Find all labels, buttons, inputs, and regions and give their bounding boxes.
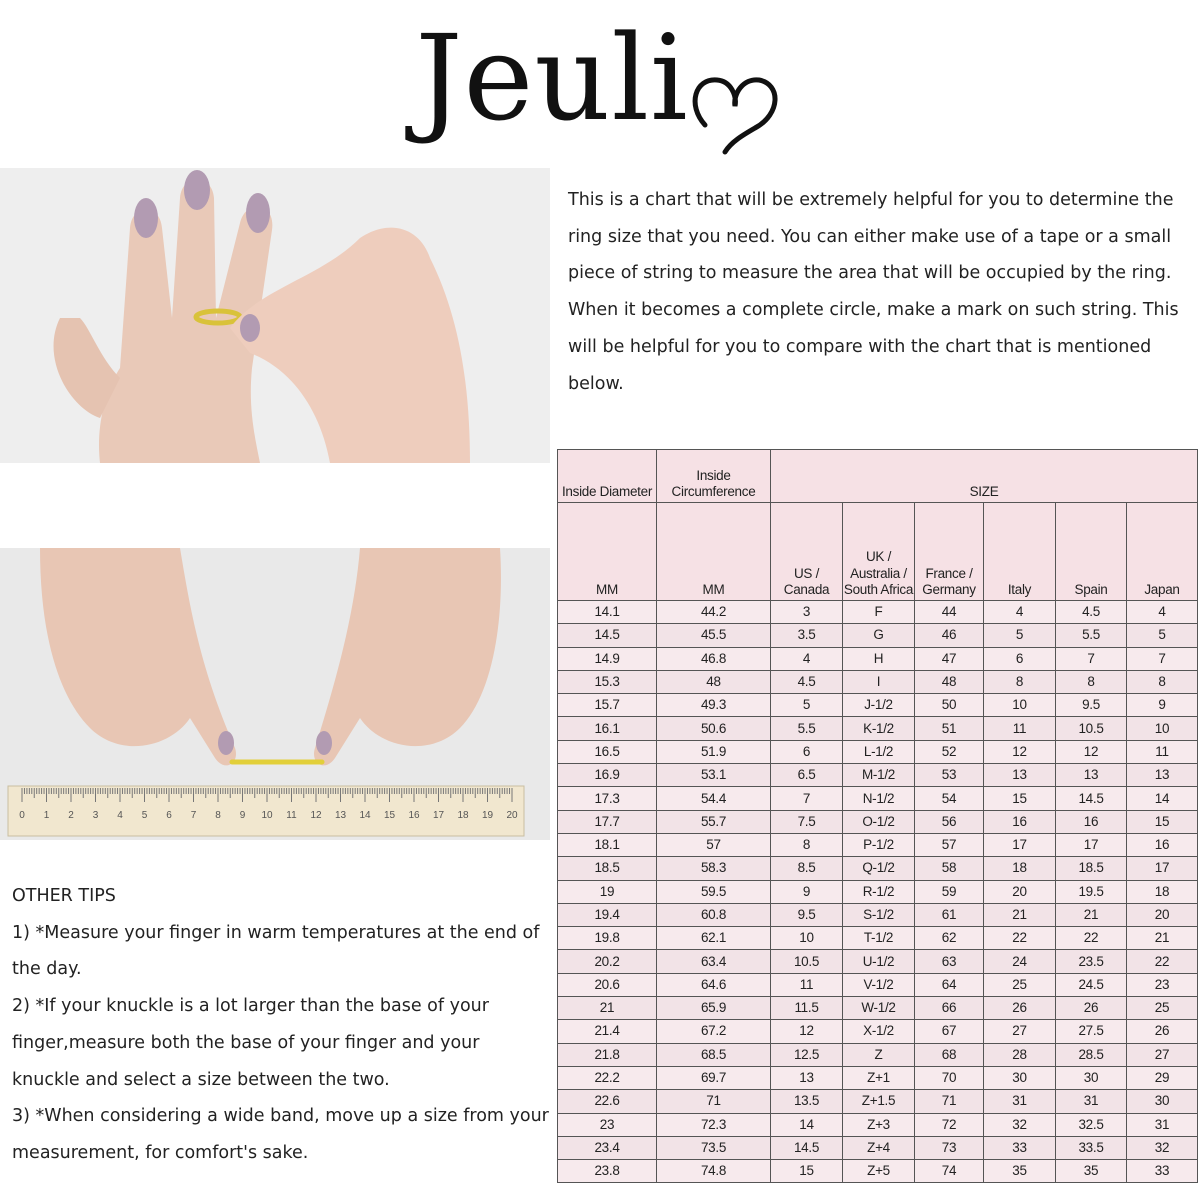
ruler-label: 8: [215, 810, 221, 821]
table-cell: 11: [1127, 740, 1198, 763]
table-cell: 5: [771, 694, 843, 717]
table-cell: 45.5: [657, 624, 771, 647]
table-cell: 49.3: [657, 694, 771, 717]
table-cell: 25: [1127, 997, 1198, 1020]
table-cell: 21: [984, 903, 1056, 926]
table-row: [558, 903, 1198, 926]
table-cell: 21.4: [558, 1020, 657, 1043]
ruler-label: 1: [43, 810, 50, 821]
table-cell: I: [843, 670, 915, 693]
table-cell: 22: [1056, 927, 1127, 950]
table-cell: 44: [915, 601, 984, 624]
table-cell: 19.5: [1056, 880, 1127, 903]
table-cell: 18.5: [1056, 857, 1127, 880]
table-cell: 60.8: [657, 903, 771, 926]
table-cell: 13: [984, 764, 1056, 787]
table-cell: 13.5: [771, 1090, 843, 1113]
table-cell: 14: [771, 1113, 843, 1136]
table-cell: 5: [984, 624, 1056, 647]
table-cell: 3.5: [771, 624, 843, 647]
table-cell: 50.6: [657, 717, 771, 740]
table-cell: 17.3: [558, 787, 657, 810]
table-cell: N-1/2: [843, 787, 915, 810]
table-cell: 14.5: [1056, 787, 1127, 810]
table-cell: Z+5: [843, 1160, 915, 1183]
table-cell: J-1/2: [843, 694, 915, 717]
table-cell: P-1/2: [843, 833, 915, 856]
table-cell: 10: [771, 927, 843, 950]
table-cell: 58.3: [657, 857, 771, 880]
table-row: [558, 1136, 1198, 1159]
table-cell: 67.2: [657, 1020, 771, 1043]
table-cell: 61: [915, 903, 984, 926]
table-cell: 26: [1056, 997, 1127, 1020]
finger-measure-photo: [0, 168, 550, 463]
table-cell: 23.5: [1056, 950, 1127, 973]
table-cell: 52: [915, 740, 984, 763]
table-cell: 17: [984, 833, 1056, 856]
table-cell: 9.5: [771, 903, 843, 926]
table-cell: 51.9: [657, 740, 771, 763]
table-cell: 8: [1127, 670, 1198, 693]
tip-item: 2) *If your knuckle is a lot larger than the base of your finger,measure both the base of your finger and your knuckle and select a size between the two.: [12, 996, 489, 1090]
table-cell: 65.9: [657, 997, 771, 1020]
header-inside-circumference: Inside Circumference: [657, 450, 771, 503]
table-cell: 24: [984, 950, 1056, 973]
table-cell: T-1/2: [843, 927, 915, 950]
table-cell: 59.5: [657, 880, 771, 903]
ruler-label: 0: [19, 810, 25, 821]
ruler-label: 3: [92, 810, 99, 821]
tip-item: 3) *When considering a wide band, move up a size from your measurement, for comfort's sake.: [12, 1106, 549, 1163]
table-cell: 26: [984, 997, 1056, 1020]
table-cell: L-1/2: [843, 740, 915, 763]
table-row: [558, 764, 1198, 787]
table-cell: 21: [1056, 903, 1127, 926]
tip-item: 1) *Measure your finger in warm temperatures at the end of the day.: [12, 922, 540, 980]
table-row: [558, 670, 1198, 693]
table-cell: 18: [984, 857, 1056, 880]
table-cell: 27.5: [1056, 1020, 1127, 1043]
header-us-canada: US / Canada: [771, 503, 843, 601]
table-cell: 71: [657, 1090, 771, 1113]
table-cell: V-1/2: [843, 973, 915, 996]
table-cell: 9: [771, 880, 843, 903]
table-cell: 11: [771, 973, 843, 996]
table-cell: 50: [915, 694, 984, 717]
table-cell: 31: [984, 1090, 1056, 1113]
table-cell: 16: [1056, 810, 1127, 833]
ruler-label: 13: [334, 810, 347, 821]
table-cell: 15.3: [558, 670, 657, 693]
table-row: [558, 927, 1198, 950]
table-cell: 58: [915, 857, 984, 880]
table-cell: 4.5: [1056, 601, 1127, 624]
table-cell: H: [843, 647, 915, 670]
table-cell: 22.2: [558, 1066, 657, 1089]
table-cell: 54: [915, 787, 984, 810]
table-cell: 64: [915, 973, 984, 996]
table-cell: 10: [984, 694, 1056, 717]
ruler-label: 4: [117, 810, 123, 821]
table-cell: 9.5: [1056, 694, 1127, 717]
header-uk-australia: UK / Australia / South Africa: [843, 503, 915, 601]
table-cell: 12.5: [771, 1043, 843, 1066]
table-cell: 8.5: [771, 857, 843, 880]
table-cell: 15: [771, 1160, 843, 1183]
table-cell: 20.6: [558, 973, 657, 996]
ruler-label: 15: [383, 810, 396, 821]
table-cell: 14.5: [771, 1136, 843, 1159]
table-cell: 27: [1127, 1043, 1198, 1066]
table-cell: 51: [915, 717, 984, 740]
table-cell: 14: [1127, 787, 1198, 810]
table-cell: 31: [1056, 1090, 1127, 1113]
table-cell: 4: [1127, 601, 1198, 624]
table-cell: 13: [1056, 764, 1127, 787]
table-cell: 47: [915, 647, 984, 670]
header-spain: Spain: [1056, 503, 1127, 601]
table-cell: 19.4: [558, 903, 657, 926]
table-row: [558, 1020, 1198, 1043]
table-cell: 20: [1127, 903, 1198, 926]
table-cell: 53.1: [657, 764, 771, 787]
table-cell: 12: [1056, 740, 1127, 763]
table-cell: W-1/2: [843, 997, 915, 1020]
table-cell: 55.7: [657, 810, 771, 833]
table-cell: 4: [771, 647, 843, 670]
table-row: [558, 1160, 1198, 1183]
table-cell: S-1/2: [843, 903, 915, 926]
table-row: [558, 1043, 1198, 1066]
table-cell: 7: [1127, 647, 1198, 670]
table-cell: 73.5: [657, 1136, 771, 1159]
table-cell: 32.5: [1056, 1113, 1127, 1136]
table-cell: 32: [1127, 1136, 1198, 1159]
table-cell: 46: [915, 624, 984, 647]
table-row: [558, 694, 1198, 717]
table-cell: M-1/2: [843, 764, 915, 787]
heart-icon: [685, 70, 785, 160]
intro-paragraph: This is a chart that will be extremely helpful for you to determine the ring size that you need. You can either make use of a tape or a small piece of string to measure the area that will be occupied by the ring. When it becomes a complete circle, make a mark on such string. This will be helpful for you to compare with the chart that is mentioned below.: [568, 190, 1179, 394]
table-cell: 54.4: [657, 787, 771, 810]
table-cell: 12: [984, 740, 1056, 763]
ruler-ticks: [22, 788, 512, 802]
table-row: [558, 601, 1198, 624]
ruler-label: 9: [239, 810, 246, 821]
table-cell: 62: [915, 927, 984, 950]
table-cell: 57: [657, 833, 771, 856]
table-cell: 7.5: [771, 810, 843, 833]
table-cell: Z+3: [843, 1113, 915, 1136]
table-cell: 31: [1127, 1113, 1198, 1136]
table-cell: U-1/2: [843, 950, 915, 973]
table-cell: 14.1: [558, 601, 657, 624]
ruler-label: 14: [359, 810, 371, 821]
table-cell: Z+1: [843, 1066, 915, 1089]
table-cell: R-1/2: [843, 880, 915, 903]
ruler-label: 6: [166, 810, 172, 821]
table-cell: 46.8: [657, 647, 771, 670]
table-cell: 23: [1127, 973, 1198, 996]
ruler-label: 12: [310, 810, 322, 821]
table-cell: 19: [558, 880, 657, 903]
table-cell: 6.5: [771, 764, 843, 787]
table-cell: 26: [1127, 1020, 1198, 1043]
table-cell: 32: [984, 1113, 1056, 1136]
header-size: SIZE: [771, 450, 1198, 503]
table-cell: 74: [915, 1160, 984, 1183]
table-cell: 30: [984, 1066, 1056, 1089]
table-cell: 33.5: [1056, 1136, 1127, 1159]
table-cell: 33: [984, 1136, 1056, 1159]
table-cell: 16.1: [558, 717, 657, 740]
table-cell: 4.5: [771, 670, 843, 693]
table-cell: 13: [771, 1066, 843, 1089]
table-cell: 15: [1127, 810, 1198, 833]
table-cell: 11.5: [771, 997, 843, 1020]
table-cell: 30: [1056, 1066, 1127, 1089]
table-cell: 48: [657, 670, 771, 693]
header-france-germany: France / Germany: [915, 503, 984, 601]
table-cell: 14.5: [558, 624, 657, 647]
table-cell: 23.8: [558, 1160, 657, 1183]
ruler-label: 18: [457, 810, 469, 821]
table-row: [558, 1113, 1198, 1136]
table-cell: 28: [984, 1043, 1056, 1066]
table-cell: 8: [1056, 670, 1127, 693]
table-cell: 21: [1127, 927, 1198, 950]
ruler-label: 16: [408, 810, 420, 821]
table-cell: 63.4: [657, 950, 771, 973]
table-cell: 56: [915, 810, 984, 833]
table-cell: 68: [915, 1043, 984, 1066]
table-cell: 10.5: [1056, 717, 1127, 740]
table-cell: 71: [915, 1090, 984, 1113]
table-cell: 22: [1127, 950, 1198, 973]
header-mm-circumference: MM: [657, 503, 771, 601]
table-cell: 9: [1127, 694, 1198, 717]
table-cell: 5.5: [771, 717, 843, 740]
table-cell: 67: [915, 1020, 984, 1043]
table-cell: 15.7: [558, 694, 657, 717]
table-cell: 12: [771, 1020, 843, 1043]
string-ruler-photo: [0, 548, 550, 840]
table-cell: 57: [915, 833, 984, 856]
table-row: [558, 647, 1198, 670]
ruler-label: 17: [432, 810, 445, 821]
table-cell: Z+1.5: [843, 1090, 915, 1113]
table-cell: 17: [1127, 857, 1198, 880]
table-cell: 48: [915, 670, 984, 693]
table-cell: K-1/2: [843, 717, 915, 740]
ruler-label: 11: [286, 810, 297, 821]
ruler-label: 19: [481, 810, 494, 821]
table-cell: 27: [984, 1020, 1056, 1043]
table-cell: 53: [915, 764, 984, 787]
table-cell: 70: [915, 1066, 984, 1089]
table-cell: 18.1: [558, 833, 657, 856]
table-cell: F: [843, 601, 915, 624]
table-row: [558, 810, 1198, 833]
table-cell: 5: [1127, 624, 1198, 647]
tips-title: OTHER TIPS: [12, 886, 116, 906]
table-cell: 16: [984, 810, 1056, 833]
table-cell: 68.5: [657, 1043, 771, 1066]
table-row: [558, 1090, 1198, 1113]
table-cell: 24.5: [1056, 973, 1127, 996]
header-mm-diameter: MM: [558, 503, 657, 601]
table-cell: 29: [1127, 1066, 1198, 1089]
table-row: [558, 857, 1198, 880]
table-cell: 63: [915, 950, 984, 973]
table-cell: 72.3: [657, 1113, 771, 1136]
table-cell: 22.6: [558, 1090, 657, 1113]
table-cell: 23: [558, 1113, 657, 1136]
table-row: [558, 950, 1198, 973]
table-cell: 64.6: [657, 973, 771, 996]
table-cell: 8: [984, 670, 1056, 693]
table-cell: 11: [984, 717, 1056, 740]
table-cell: 6: [771, 740, 843, 763]
table-cell: Q-1/2: [843, 857, 915, 880]
table-cell: 4: [984, 601, 1056, 624]
ruler-label: 20: [506, 810, 518, 821]
ruler-label: 5: [141, 810, 148, 821]
table-cell: 18.5: [558, 857, 657, 880]
table-cell: 7: [771, 787, 843, 810]
table-cell: 66: [915, 997, 984, 1020]
table-cell: 21: [558, 997, 657, 1020]
table-cell: 7: [1056, 647, 1127, 670]
table-cell: G: [843, 624, 915, 647]
table-cell: 19.8: [558, 927, 657, 950]
table-cell: 10.5: [771, 950, 843, 973]
table-cell: 16: [1127, 833, 1198, 856]
table-cell: 23.4: [558, 1136, 657, 1159]
table-cell: 14.9: [558, 647, 657, 670]
table-cell: 33: [1127, 1160, 1198, 1183]
table-row: [558, 973, 1198, 996]
table-cell: 72: [915, 1113, 984, 1136]
table-row: [558, 997, 1198, 1020]
table-cell: 30: [1127, 1090, 1198, 1113]
header-japan: Japan: [1127, 503, 1198, 601]
table-cell: O-1/2: [843, 810, 915, 833]
table-cell: 73: [915, 1136, 984, 1159]
table-cell: 74.8: [657, 1160, 771, 1183]
table-row: [558, 787, 1198, 810]
table-cell: 59: [915, 880, 984, 903]
table-cell: 17.7: [558, 810, 657, 833]
table-cell: 22: [984, 927, 1056, 950]
table-row: [558, 1066, 1198, 1089]
table-cell: 15: [984, 787, 1056, 810]
table-cell: 28.5: [1056, 1043, 1127, 1066]
table-cell: 35: [984, 1160, 1056, 1183]
table-cell: 16.5: [558, 740, 657, 763]
ruler-label: 2: [68, 810, 74, 821]
table-row: [558, 880, 1198, 903]
table-cell: 20: [984, 880, 1056, 903]
table-cell: 21.8: [558, 1043, 657, 1066]
ruler-label: 7: [190, 810, 197, 821]
header-italy: Italy: [984, 503, 1056, 601]
ruler-label: 10: [261, 810, 273, 821]
brand-logo: [0, 8, 1200, 148]
table-row: [558, 833, 1198, 856]
table-row: [558, 624, 1198, 647]
other-tips: [12, 878, 552, 1172]
table-cell: 13: [1127, 764, 1198, 787]
table-cell: 3: [771, 601, 843, 624]
table-row: [558, 740, 1198, 763]
table-cell: 69.7: [657, 1066, 771, 1089]
table-cell: 5.5: [1056, 624, 1127, 647]
table-cell: 62.1: [657, 927, 771, 950]
table-cell: X-1/2: [843, 1020, 915, 1043]
table-cell: 20.2: [558, 950, 657, 973]
table-cell: 18: [1127, 880, 1198, 903]
table-cell: 10: [1127, 717, 1198, 740]
brand-logo-text: Jeuli: [415, 9, 689, 147]
table-cell: 35: [1056, 1160, 1127, 1183]
table-cell: 25: [984, 973, 1056, 996]
table-cell: 44.2: [657, 601, 771, 624]
table-cell: Z+4: [843, 1136, 915, 1159]
table-cell: Z: [843, 1043, 915, 1066]
table-cell: 16.9: [558, 764, 657, 787]
table-cell: 8: [771, 833, 843, 856]
table-row: [558, 717, 1198, 740]
ring-size-table: [557, 449, 1198, 1183]
header-inside-diameter: Inside Diameter: [558, 450, 657, 503]
table-cell: 6: [984, 647, 1056, 670]
table-cell: 17: [1056, 833, 1127, 856]
